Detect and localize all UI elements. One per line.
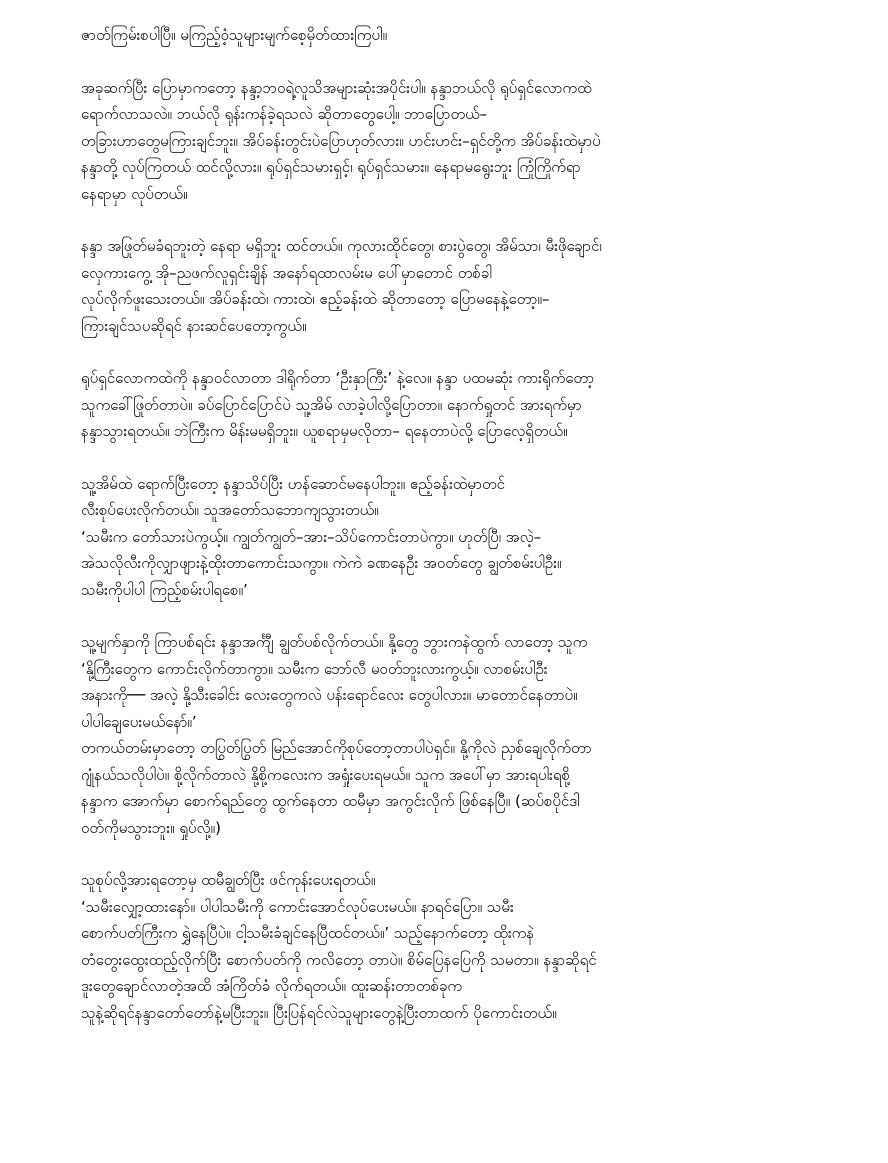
text-line: လှေကားကွေ့ အို–ညဖက်လူရှင်းချိန် အနော်ရထာလမ်းမ ပေါ်မှာတောင် တစ်ခါ	[81, 263, 492, 282]
text-line: ကြားချင်သပဆိုရင် နားဆင်ပေတော့ကွယ်။	[81, 316, 307, 335]
text-line: လုပ်လိုက်ဖူးသေးတယ်။ အိပ်ခန်းထဲ၊ ကားထဲ၊ ဧည့်ခန်းထဲ ဆိုတာတော့ ပြောမနေနဲ့တော့။–	[81, 290, 550, 308]
text-line: တကယ်တမ်းမှာတော့ တပြွတ်ပြွတ် မြည်အောင်ကိုစုပ်တော့တာပါပဲရှင်။ နို့ကိုလဲ ညှစ်ချေလိုက်တာ	[81, 739, 592, 757]
paragraph	[81, 22, 808, 49]
text-line: သူစုပ်လို့အားရတော့မှ ထမီချွတ်ပြီး ဖင်ကုန်းပေးရတယ်။	[81, 871, 376, 889]
text-line: ရုပ်ရှင်လောကထဲကို နန္ဒာဝင်လာတာ ဒါရိုက်တာ ‘ဦးနှာကြီး’ နဲ့လေ။ နန္ဒာ ပထမဆုံး ကားရိုက်တော့	[81, 369, 595, 387]
text-line: ဂျုံနယ်သလိုပါပဲ။ စို့လိုက်တာလဲ နို့စို့ကလေးက အရှုံးပေးရမယ်။ သူက အပေါ်မှာ အားရပါးရစို့	[81, 765, 570, 784]
text-line: စောက်ပတ်ကြီးက ရွှဲနေပြီပဲ။ ငါ့သမီးခံချင်နေပြီထင်တယ်။’ သည့်နောက်တော့ ထိုးကနဲ	[81, 924, 535, 942]
paragraph	[81, 867, 808, 1026]
paragraph	[81, 233, 808, 339]
text-line: နန္ဒာသွားရတယ်။ ဘဲကြီးက မိန်းမမရှိဘူး။ ယူစရာမှမလိုတာ– ရနေတာပဲလို့ ပြောလေ့ရှိတယ်။	[81, 422, 568, 440]
text-line: သူ့မျက်နှာကို ကြာပစ်ရင်း နန္ဒာအင်္ကျီ ချွတ်ပစ်လိုက်တယ်။ နို့တွေ ဘွားကနဲထွက် လာတော့ သူက	[81, 633, 588, 651]
text-line: သူကခေါ်ဖြုတ်တာပဲ။ ခပ်ပြောင်ပြောင်ပဲ သူ့အိမ် လာခဲ့ပါလို့ပြောတာ။ နောက်ရှုတင် အားရက်မှာ	[81, 395, 582, 414]
paragraph	[81, 471, 808, 604]
text-line: ရောက်လာသလဲ။ ဘယ်လို ရုန်းကန်ခဲ့ရသလဲ ဆိုတာတွေပေါ့။ ဘာပြောတယ်–	[81, 105, 488, 123]
text-line: ဒူးတွေချောင်လာတဲ့အထိ အံကြိတ်ခံ လိုက်ရတယ်။ ထူးဆန်းတာတစ်ခုက	[81, 977, 463, 995]
paragraph	[81, 75, 808, 208]
text-line: ဝတ်ကိုမသွားဘူး။ ရှုပ်လို့။)	[81, 818, 221, 837]
paragraph	[81, 365, 808, 445]
text-line: သမီးကိုပါပါ ကြည့်စမ်းပါရစေ။’	[81, 580, 248, 599]
text-line: ‘သမီးလျှော့ထားနော်။ ပါပါသမီးကို ကောင်းအောင်လုပ်ပေးမယ်။ နာရင်ပြော။ သမီး	[81, 897, 514, 916]
text-line: နန္ဒာ အဖြုတ်မခံရဘူးတဲ့ နေရာ မရှိဘူး ထင်တယ်။ ကုလားထိုင်တွေ၊ စားပွဲတွေ၊ အိမ်သာ၊ မီးဖိုချောင်၊	[81, 237, 602, 255]
text-line: နန္ဒာတို့ လုပ်ကြတယ် ထင်လို့လား။ ရုပ်ရှင်သမားရှင့်၊ ရုပ်ရှင်သမား။ နေရာမရွေးဘူး ကြုံကြိုက်ရာ	[81, 158, 581, 176]
text-line: တံတွေးထွေးထည့်လိုက်ပြီး စောက်ပတ်ကို ကလိတော့ တာပဲ။ စိမ်ပြေနပြေကို သမတာ။ နန္ဒာဆိုရင်	[81, 950, 597, 969]
text-line: ပါပါချေပေးမယ်နော်။’	[81, 712, 197, 731]
text-line: သူနဲ့ဆိုရင်နန္ဒာတော်တော်နဲ့မပြီးဘူး။ ပြီးပြန်ရင်လဲသူများတွေနဲ့ပြီးတာထက် ပိုကောင်းတယ်။	[81, 1003, 557, 1022]
text-line: အနားကို── အလဲ့ နို့သီးခေါင်း လေးတွေကလဲ ပန်းရောင်လေး တွေပါလား။ မာတောင်နေတာပဲ။	[81, 686, 578, 704]
text-line: အဲသလိုလီးကိုလျှာဖျားနဲ့ထိုးတာကောင်းသကွာ။ ကဲကဲ ခဏနေဦး အဝတ်တွေ ချွတ်စမ်းပါဦး။	[81, 554, 562, 572]
text-line: ‘နို့ကြီးတွေက ကောင်းလိုက်တာကွာ။ သမီးက ဘော်လီ မဝတ်ဘူးလားကွယ့်။ လာစမ်းပါဦး	[81, 659, 548, 678]
text-line: နန္ဒာက အောက်မှာ စောက်ရည်တွေ ထွက်နေတာ ထမီမှာ အကွင်းလိုက် ဖြစ်နေပြီ။ (ဆပ်စပိုင်ဒါ	[81, 792, 580, 810]
text-line: တခြားဟာတွေမကြားချင်ဘူး။ အိပ်ခန်းတွင်းပဲပြောဟုတ်လား။ ဟင်းဟင်း–ရှင်တို့က အိပ်ခန်းထဲမှာပဲ	[81, 131, 601, 150]
text-line: သူ့အိမ်ထဲ ရောက်ပြီးတော့ နန္ဒာသိပ်ပြီး ဟန်ဆောင်မနေပါဘူး။ ဧည့်ခန်းထဲမှာတင်	[81, 474, 505, 493]
text-line: လီးစုပ်ပေးလိုက်တယ်။ သူအတော်သဘောကျသွားတယ်။	[81, 501, 379, 519]
text-line: ဇာတ်ကြမ်းစပါပြီ။ မကြည့်ဝံ့သူများမျက်စေ့မှိတ်ထားကြပါ။	[81, 26, 388, 44]
text-line: နေရာမှာ လုပ်တယ်။	[81, 184, 188, 203]
text-line: အခုဆက်ပြီး ပြောမှာကတော့ နန္ဒာ့ဘဝရဲ့လူသိအများဆုံးအပိုင်းပါ။ နန္ဒာဘယ်လို ရုပ်ရှင်လောကထဲ	[81, 78, 592, 97]
text-line: ‘သမီးက တော်သားပဲကွယ့်။ ကျွတ်ကျွတ်–အား–သိပ်ကောင်းတာပဲကွာ။ ဟုတ်ပြီ၊ အလဲ့–	[81, 527, 542, 546]
paragraph	[81, 629, 808, 841]
